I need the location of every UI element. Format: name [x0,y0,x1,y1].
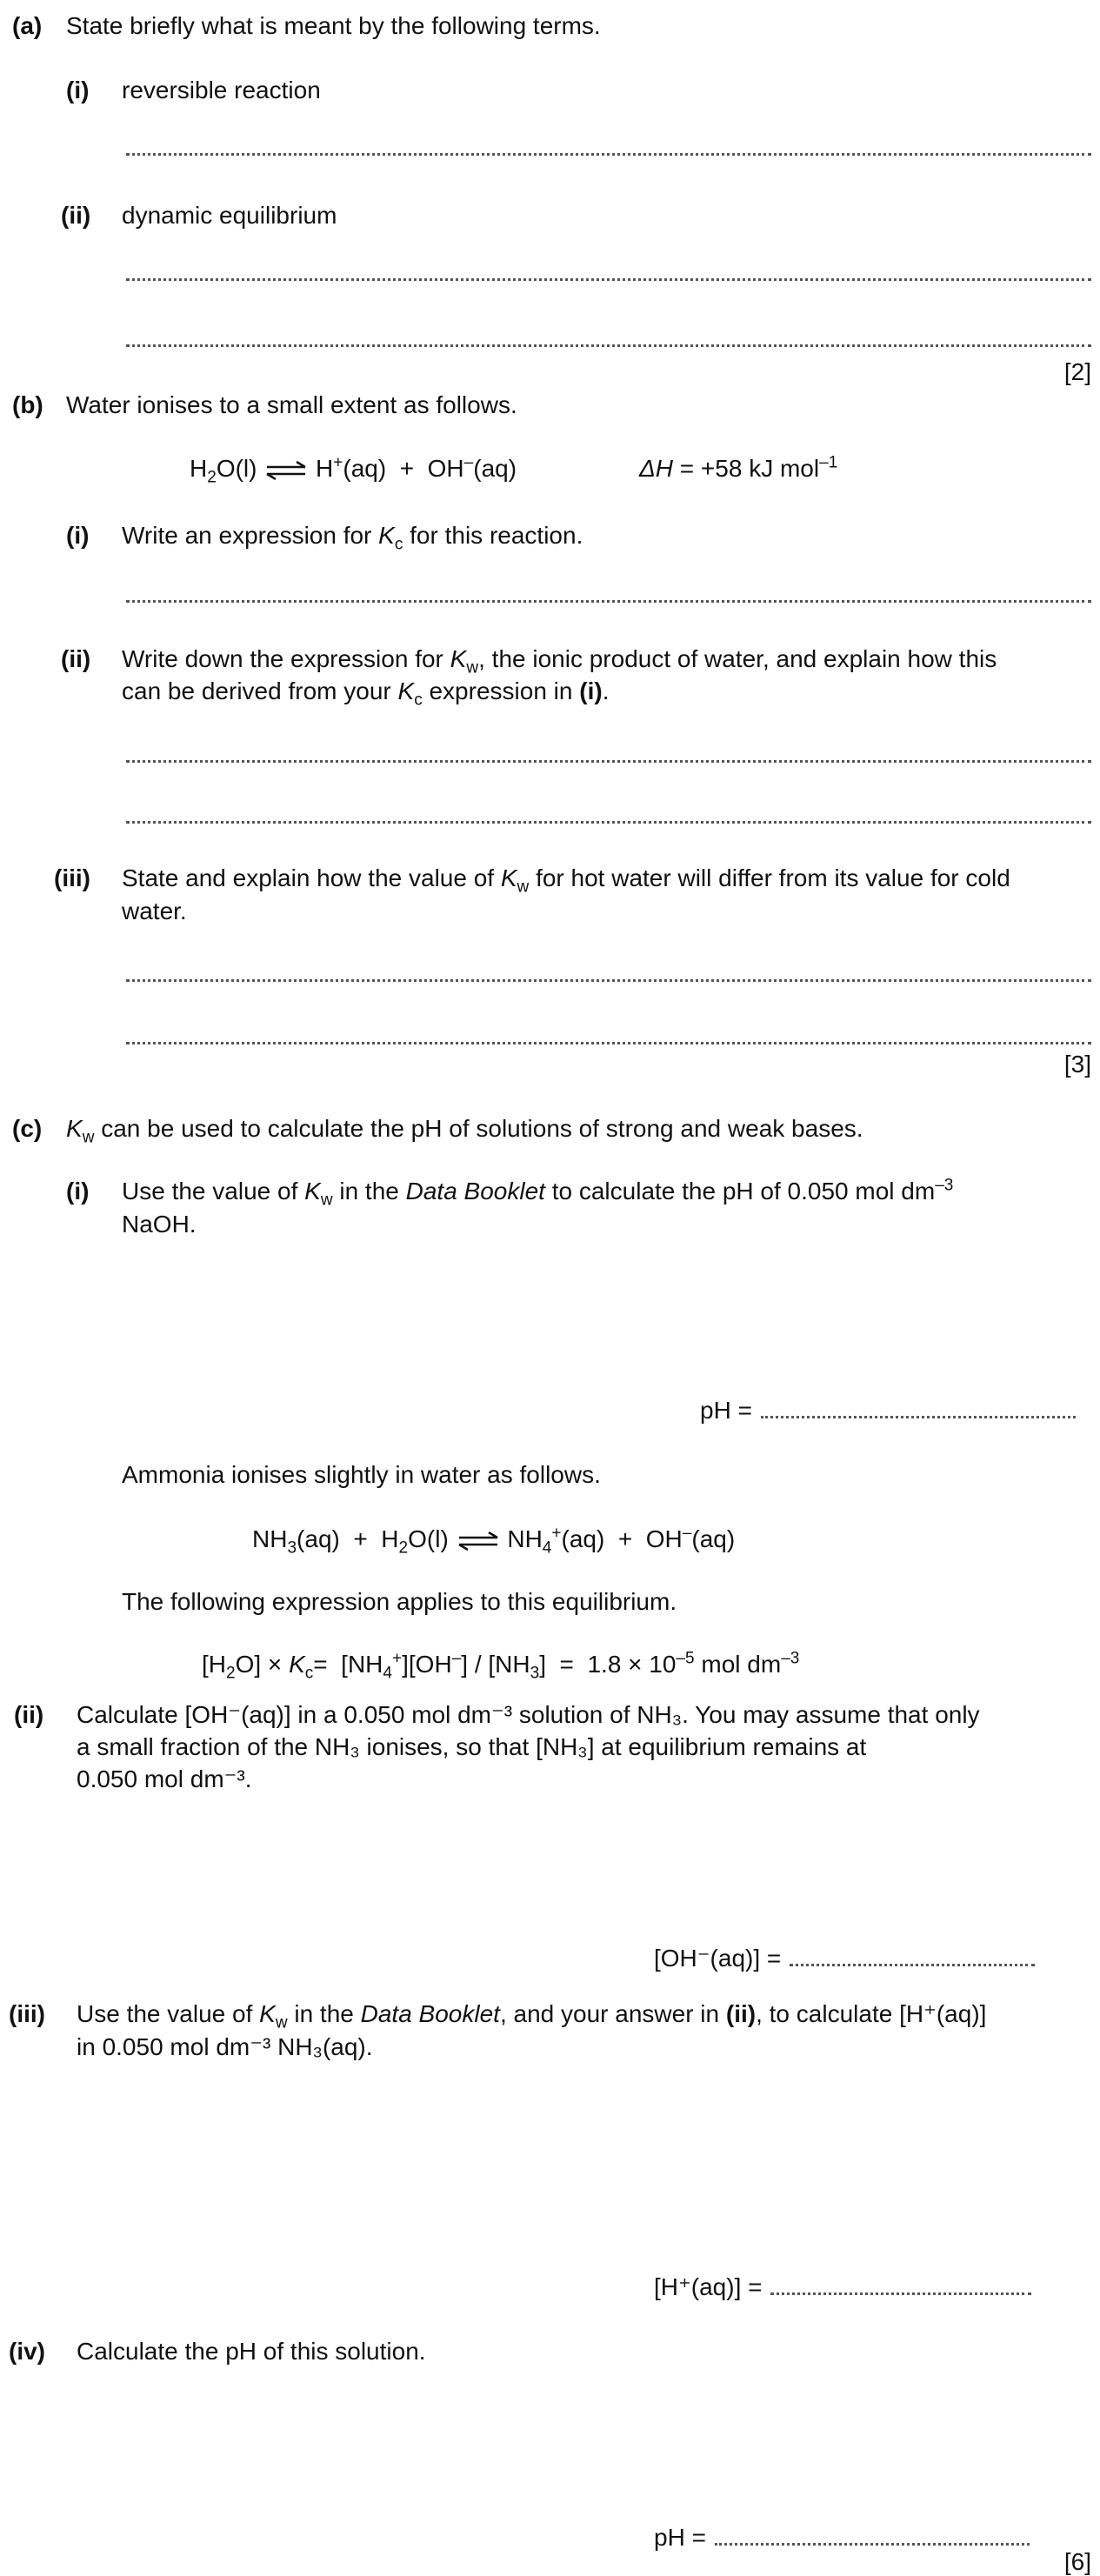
ph-answer-c-iv[interactable]: pH = [654,2524,1030,2552]
equilibrium-expression: $[H_2O] \times K_c= [NH_4^+][OH^-] / [NH_3] = 1.8 \times 10^{-5}$ mol $dm^{-3}$ [202,1649,800,1683]
answer-line[interactable] [126,600,1091,603]
part-c-ii-line2: a small fraction of the NH₃ ionises, so that [NH₃] at equilibrium remains at [77,1733,867,1760]
part-c-ii-line3: 0.050 mol dm⁻³. [77,1765,252,1792]
part-b-label: (b) [12,391,43,418]
part-c-marks: [6] [1063,2548,1091,2575]
ammonia-equation: $NH_3(aq) + H_2O(l) NH_4^+(aq) + OH^-(aq)$ [252,1524,736,1558]
part-b-ii-label: (ii) [61,645,91,672]
part-b-ii-line2: can be derived from your $K_c$ expression in (i). [122,677,610,710]
part-a-i-label: (i) [66,77,90,103]
ph-answer-c-i[interactable]: pH = [700,1397,1076,1425]
answer-line[interactable] [126,979,1091,982]
part-b-i-label: (i) [66,522,90,549]
part-c-label: (c) [12,1115,43,1142]
answer-line[interactable] [126,760,1091,763]
ammonia-text: Ammonia ionises slightly in water as follows. [122,1461,601,1488]
part-c-iv-text: Calculate the pH of this solution. [77,2338,426,2365]
part-b-i-text: Write an expression for $K_c$ for this reaction. [122,522,583,554]
part-b-iii-line2: water. [122,898,187,924]
part-c-iv-label: (iv) [9,2338,45,2365]
part-c-iii-line2: in 0.050 mol dm⁻³ NH₃(aq). [77,2033,373,2060]
part-b-stem: Water ionises to a small extent as follows. [66,391,517,418]
part-a-ii-text: dynamic equilibrium [122,202,337,229]
part-c-iii-line1: Use the value of $K_w$ in the Data Booklet, and your answer in (ii), to calculate [H⁺(aq)] [77,2000,987,2032]
equilibrium-arrow-icon [263,461,309,480]
part-b-iii-line1: State and explain how the value of $K_w$ for hot water will differ from its value for cold [122,864,1010,897]
part-c-ii-label: (ii) [14,1701,44,1728]
oh-concentration-answer[interactable]: [OH⁻(aq)] = [654,1945,1035,1972]
answer-line[interactable] [126,1042,1091,1044]
expression-text: The following expression applies to this equilibrium. [122,1588,677,1615]
part-a-ii-label: (ii) [61,202,91,229]
answer-line[interactable] [126,821,1091,824]
part-b-marks: [3] [1063,1051,1091,1078]
part-b-ii-line1: Write down the expression for $K_w$, the ionic product of water, and explain how this [122,645,997,677]
part-c-i-line1: Use the value of $K_w$ in the Data Booklet to calculate the pH of 0.050 mol $dm^{-3}$ [122,1176,954,1210]
water-ionisation-equation: $H_2O(l) H^+(aq) + OH^-(aq)$ [190,453,517,487]
enthalpy-change: ΔH = +58 kJ mol$^{-1}$ [639,453,838,482]
answer-line[interactable] [126,153,1091,156]
part-c-stem: $K_w$ can be used to calculate the pH of solutions of strong and weak bases. [66,1115,863,1147]
part-b-iii-label: (iii) [54,864,90,891]
part-c-i-label: (i) [66,1178,90,1205]
part-a-label: (a) [12,12,43,39]
part-c-i-line2: NaOH. [122,1211,197,1238]
part-a-marks: [2] [1063,358,1091,385]
part-c-ii-line1: Calculate [OH⁻(aq)] in a 0.050 mol dm⁻³ solution of NH₃. You may assume that only [77,1701,980,1728]
answer-line[interactable] [126,344,1091,347]
equilibrium-arrow-icon [456,1532,501,1551]
part-a-i-text: reversible reaction [122,77,321,103]
answer-line[interactable] [126,278,1091,281]
part-a-stem: State briefly what is meant by the following terms. [66,12,601,39]
part-c-iii-label: (iii) [9,2000,45,2027]
h-concentration-answer[interactable]: [H⁺(aq)] = [654,2273,1031,2301]
